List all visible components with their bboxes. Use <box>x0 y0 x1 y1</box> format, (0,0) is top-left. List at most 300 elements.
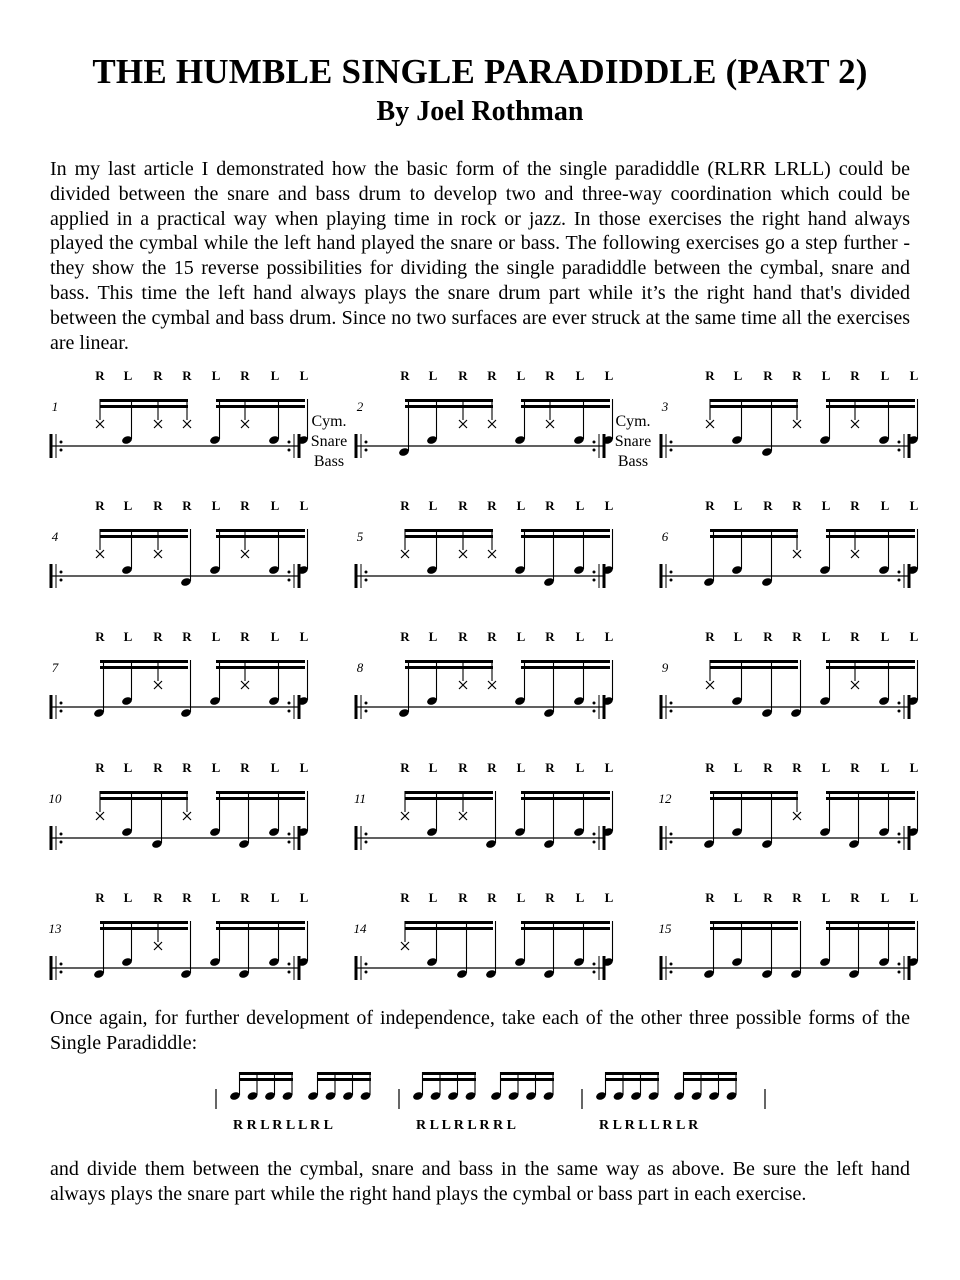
repeat-dot <box>60 971 63 974</box>
repeat-dot <box>365 579 368 582</box>
exercise-15 <box>659 890 919 980</box>
sticking-label: R <box>705 629 715 644</box>
sticking-label: R <box>182 368 192 383</box>
repeat-dot <box>593 963 596 966</box>
sticking-label: L <box>733 760 743 775</box>
repeat-dot <box>593 579 596 582</box>
sticking-label: R <box>487 629 497 644</box>
sticking-label: L <box>575 890 585 905</box>
sticking-label: R <box>400 629 410 644</box>
repeat-dot <box>288 449 291 452</box>
cymbal-note <box>459 812 467 820</box>
exercise-4 <box>50 498 309 588</box>
sticking-label: L <box>821 760 831 775</box>
paradiddle-form-3 <box>595 1072 737 1133</box>
sticking-label: R <box>95 629 105 644</box>
cymbal-note <box>459 420 467 428</box>
beam <box>683 1072 737 1075</box>
repeat-dot <box>288 571 291 574</box>
beam <box>826 405 915 408</box>
beam <box>216 535 305 538</box>
cymbal-note <box>488 681 496 689</box>
sticking-label: L <box>604 629 614 644</box>
sticking-label: R <box>545 368 555 383</box>
sticking-label: L <box>211 760 221 775</box>
beam <box>521 660 610 663</box>
sticking-label: R <box>240 890 250 905</box>
sticking-label: R <box>153 629 163 644</box>
sticking-label: L <box>270 368 280 383</box>
sticking-label: R <box>850 368 860 383</box>
sticking-label: L <box>733 890 743 905</box>
sticking-label: L <box>123 890 133 905</box>
sticking-label: R <box>792 498 802 513</box>
exercise-12 <box>659 760 919 850</box>
beam <box>317 1078 371 1081</box>
sticking-label: R <box>487 498 497 513</box>
repeat-dot <box>593 702 596 705</box>
sticking-label: R <box>705 760 715 775</box>
sticking-label: R <box>545 498 555 513</box>
sticking-label: L <box>516 498 526 513</box>
voice-legend-2 <box>608 412 658 472</box>
repeat-dot <box>670 710 673 713</box>
sticking-label: R <box>153 760 163 775</box>
exercise-6 <box>660 498 919 588</box>
sticking-label: R <box>182 760 192 775</box>
form-sticking: R R L R L L R L <box>233 1118 333 1133</box>
sticking-label: L <box>299 498 309 513</box>
sticking-label: R <box>705 890 715 905</box>
paradiddle-form-1 <box>229 1072 371 1133</box>
sticking-label: R <box>458 368 468 383</box>
beam <box>216 921 305 924</box>
sticking-label: R <box>153 498 163 513</box>
form-sticking: R L R L L R L R <box>599 1118 699 1133</box>
sticking-label: L <box>880 498 890 513</box>
beam <box>521 791 610 794</box>
legend-cymbal: Cym. <box>615 413 651 430</box>
sticking-label: L <box>270 760 280 775</box>
sticking-label: L <box>299 760 309 775</box>
cymbal-note <box>706 420 714 428</box>
cymbal-note <box>851 420 859 428</box>
sticking-label: L <box>604 368 614 383</box>
sticking-label: L <box>880 760 890 775</box>
repeat-dot <box>365 449 368 452</box>
legend-bass: Bass <box>617 453 649 470</box>
cymbal-note <box>488 420 496 428</box>
beam <box>100 529 188 532</box>
beam <box>405 529 493 532</box>
beam <box>405 797 493 800</box>
beam <box>405 399 493 402</box>
sticking-label: R <box>182 498 192 513</box>
exercise-14 <box>354 890 614 980</box>
sticking-label: R <box>763 498 773 513</box>
exercise-number: 13 <box>48 921 62 936</box>
sticking-label: R <box>545 629 555 644</box>
sticking-label: L <box>880 890 890 905</box>
sticking-label: R <box>487 760 497 775</box>
beam <box>100 791 188 794</box>
repeat-dot <box>898 441 901 444</box>
page-title: THE HUMBLE SINGLE PARADIDDLE (PART 2) <box>92 52 868 91</box>
sticking-label: R <box>792 368 802 383</box>
sticking-label: R <box>458 629 468 644</box>
repeat-dot <box>898 702 901 705</box>
beam <box>216 405 305 408</box>
repeat-dot <box>593 441 596 444</box>
beam <box>605 1072 659 1075</box>
sticking-label: R <box>240 498 250 513</box>
repeat-dot <box>288 702 291 705</box>
sticking-label: R <box>545 760 555 775</box>
repeat-dot <box>288 971 291 974</box>
sticking-label: L <box>211 368 221 383</box>
sticking-label: L <box>575 498 585 513</box>
sticking-label: R <box>850 760 860 775</box>
cymbal-note <box>706 681 714 689</box>
repeat-dot <box>670 841 673 844</box>
beam <box>422 1078 476 1081</box>
exercise-number: 12 <box>658 791 672 806</box>
sticking-label: L <box>604 760 614 775</box>
beam <box>521 666 610 669</box>
cymbal-note <box>401 942 409 950</box>
sticking-label: L <box>211 498 221 513</box>
beam <box>100 660 188 663</box>
sticking-label: R <box>400 760 410 775</box>
sticking-label: L <box>270 498 280 513</box>
repeat-dot <box>898 449 901 452</box>
beam <box>710 660 798 663</box>
sticking-label: L <box>428 629 438 644</box>
repeat-dot <box>365 971 368 974</box>
cymbal-note <box>459 681 467 689</box>
cymbal-note <box>183 812 191 820</box>
sticking-label: L <box>821 629 831 644</box>
once-again-paragraph: Once again, for further development of independence, take each of the other three possible forms of the Single Paradiddle: <box>50 1007 910 1054</box>
exercise-11 <box>354 760 614 850</box>
beam <box>521 529 610 532</box>
repeat-dot <box>670 441 673 444</box>
exercise-number: 9 <box>661 660 669 675</box>
repeat-dot <box>60 710 63 713</box>
repeat-dot <box>288 579 291 582</box>
beam <box>100 797 188 800</box>
sticking-label: L <box>516 368 526 383</box>
sticking-label: R <box>95 368 105 383</box>
repeat-dot <box>365 571 368 574</box>
sticking-label: L <box>428 760 438 775</box>
sticking-label: L <box>821 890 831 905</box>
sticking-label: L <box>299 629 309 644</box>
beam <box>216 666 305 669</box>
cymbal-note <box>241 550 249 558</box>
repeat-dot <box>670 971 673 974</box>
exercise-2 <box>355 368 614 458</box>
repeat-dot <box>898 841 901 844</box>
beam <box>521 405 610 408</box>
beam <box>710 666 798 669</box>
author-byline: By Joel Rothman <box>376 96 584 127</box>
repeat-dot <box>365 441 368 444</box>
exercise-number: 8 <box>356 660 364 675</box>
repeat-dot <box>60 571 63 574</box>
sticking-label: L <box>123 368 133 383</box>
exercise-3 <box>660 368 919 458</box>
sticking-label: L <box>211 629 221 644</box>
exercise-1 <box>50 368 309 458</box>
beam <box>710 405 798 408</box>
repeat-dot <box>60 702 63 705</box>
sticking-label: R <box>763 368 773 383</box>
repeat-dot <box>365 841 368 844</box>
beam <box>710 399 798 402</box>
exercise-number: 1 <box>51 399 59 414</box>
sticking-label: L <box>909 890 919 905</box>
repeat-dot <box>670 571 673 574</box>
beam <box>500 1078 554 1081</box>
exercise-7 <box>50 629 309 719</box>
sticking-label: L <box>909 498 919 513</box>
repeat-dot <box>593 449 596 452</box>
beam <box>826 791 915 794</box>
sticking-label: R <box>153 368 163 383</box>
repeat-dot <box>593 710 596 713</box>
cymbal-note <box>154 942 162 950</box>
exercise-13 <box>49 890 309 980</box>
sticking-label: L <box>123 629 133 644</box>
cymbal-note <box>241 681 249 689</box>
sticking-label: R <box>400 498 410 513</box>
repeat-dot <box>898 963 901 966</box>
cymbal-note <box>183 420 191 428</box>
sticking-label: L <box>211 890 221 905</box>
cymbal-note <box>401 550 409 558</box>
sticking-label: L <box>575 629 585 644</box>
repeat-dot <box>670 833 673 836</box>
repeat-dot <box>60 441 63 444</box>
sticking-label: L <box>428 498 438 513</box>
beam <box>826 797 915 800</box>
beam <box>216 927 305 930</box>
beam <box>826 399 915 402</box>
repeat-dot <box>60 449 63 452</box>
repeat-dot <box>288 841 291 844</box>
sticking-label: L <box>575 368 585 383</box>
beam <box>405 535 493 538</box>
sticking-label: L <box>516 760 526 775</box>
beam <box>216 529 305 532</box>
cymbal-note <box>241 420 249 428</box>
beam <box>100 405 188 408</box>
beam <box>710 797 798 800</box>
beam <box>100 666 188 669</box>
repeat-dot <box>898 833 901 836</box>
sticking-label: L <box>299 890 309 905</box>
beam <box>405 405 493 408</box>
cymbal-note <box>401 812 409 820</box>
repeat-dot <box>670 963 673 966</box>
beam <box>521 535 610 538</box>
legend-bass: Bass <box>313 453 345 470</box>
repeat-dot <box>288 963 291 966</box>
beam <box>710 927 798 930</box>
repeat-dot <box>593 841 596 844</box>
sticking-label: L <box>516 629 526 644</box>
sticking-label: R <box>95 498 105 513</box>
sticking-label: L <box>821 368 831 383</box>
repeat-dot <box>60 963 63 966</box>
sticking-label: L <box>270 629 280 644</box>
cymbal-note <box>96 550 104 558</box>
cymbal-note <box>154 681 162 689</box>
voice-legend-1 <box>304 412 354 472</box>
beam <box>422 1072 476 1075</box>
cymbal-note <box>96 812 104 820</box>
sticking-label: R <box>487 368 497 383</box>
repeat-dot <box>670 579 673 582</box>
sticking-label: L <box>299 368 309 383</box>
beam <box>405 660 493 663</box>
sticking-label: R <box>705 368 715 383</box>
beam <box>710 921 798 924</box>
sticking-label: L <box>909 368 919 383</box>
sticking-label: L <box>880 368 890 383</box>
repeat-dot <box>898 971 901 974</box>
exercise-number: 6 <box>661 529 669 544</box>
sticking-label: L <box>821 498 831 513</box>
sticking-label: R <box>95 760 105 775</box>
beam <box>605 1078 659 1081</box>
form-sticking: R L L R L R R L <box>416 1118 516 1133</box>
beam <box>317 1072 371 1075</box>
sticking-label: R <box>850 890 860 905</box>
beam <box>500 1072 554 1075</box>
sticking-label: L <box>575 760 585 775</box>
sticking-label: L <box>733 368 743 383</box>
beam <box>405 921 493 924</box>
cymbal-note <box>154 420 162 428</box>
beam <box>216 660 305 663</box>
sticking-label: R <box>705 498 715 513</box>
sticking-label: R <box>792 890 802 905</box>
beam <box>826 660 915 663</box>
beam <box>239 1072 293 1075</box>
beam <box>216 399 305 402</box>
sticking-label: R <box>458 890 468 905</box>
beam <box>710 791 798 794</box>
exercise-number: 14 <box>353 921 367 936</box>
sticking-label: L <box>123 498 133 513</box>
exercise-number: 11 <box>353 791 367 806</box>
sticking-label: R <box>545 890 555 905</box>
exercise-10 <box>49 760 309 850</box>
sticking-label: R <box>763 890 773 905</box>
sticking-label: R <box>400 368 410 383</box>
cymbal-note <box>459 550 467 558</box>
sticking-label: R <box>850 498 860 513</box>
beam <box>826 666 915 669</box>
legend-cymbal: Cym. <box>311 413 347 430</box>
sticking-label: R <box>792 629 802 644</box>
sticking-label: R <box>240 760 250 775</box>
cymbal-note <box>96 420 104 428</box>
cymbal-note <box>793 420 801 428</box>
repeat-dot <box>60 841 63 844</box>
cymbal-note <box>851 681 859 689</box>
repeat-dot <box>288 441 291 444</box>
repeat-dot <box>288 710 291 713</box>
sticking-label: L <box>428 890 438 905</box>
repeat-dot <box>898 571 901 574</box>
repeat-dot <box>593 971 596 974</box>
exercise-5 <box>355 498 614 588</box>
beam <box>710 529 798 532</box>
beam <box>521 927 610 930</box>
intro-paragraph: In my last article I demonstrated how the basic form of the single paradiddle (RLRR LRLL) could be divided between the snare and bass drum to develop two and three-way coordination which could be applied in a practical way when playing time in rock or jazz. In those exercises the right hand always played the cymbal while the left hand played the snare or bass. The following exercises go a step further - they show the 15 reverse possibilities for dividing the single paradiddle between the cymbal, snare and bass. This time the left hand always plays the snare drum part while it’s the right hand that's divided between the cymbal and bass drum. Since no two surfaces are ever struck at the same time all the exercises are linear. <box>50 158 910 354</box>
sticking-label: R <box>182 629 192 644</box>
sticking-label: L <box>428 368 438 383</box>
repeat-dot <box>898 579 901 582</box>
cymbal-note <box>851 550 859 558</box>
sticking-label: R <box>763 629 773 644</box>
repeat-dot <box>365 963 368 966</box>
exercise-number: 10 <box>48 791 62 806</box>
cymbal-note <box>546 420 554 428</box>
beam <box>405 666 493 669</box>
sticking-label: R <box>792 760 802 775</box>
exercise-number: 2 <box>356 399 364 414</box>
sticking-label: L <box>270 890 280 905</box>
repeat-dot <box>593 833 596 836</box>
beam <box>100 535 188 538</box>
exercise-number: 5 <box>356 529 364 544</box>
beam <box>521 399 610 402</box>
repeat-dot <box>365 833 368 836</box>
beam <box>521 797 610 800</box>
exercise-number: 15 <box>658 921 672 936</box>
beam <box>100 927 188 930</box>
beam <box>826 921 915 924</box>
cymbal-note <box>154 550 162 558</box>
beam <box>826 535 915 538</box>
legend-snare: Snare <box>614 433 652 450</box>
sticking-label: R <box>763 760 773 775</box>
sticking-label: L <box>909 760 919 775</box>
exercise-number: 3 <box>661 399 669 414</box>
sticking-label: L <box>516 890 526 905</box>
sticking-label: L <box>123 760 133 775</box>
closing-paragraph: and divide them between the cymbal, snare and bass in the same way as above. Be sure the left hand always plays the snare part while the right hand plays the cymbal or bass part in each exercise. <box>50 1158 910 1205</box>
repeat-dot <box>60 833 63 836</box>
beam <box>710 535 798 538</box>
legend-snare: Snare <box>310 433 348 450</box>
cymbal-note <box>793 812 801 820</box>
repeat-dot <box>670 449 673 452</box>
sticking-label: R <box>458 760 468 775</box>
sticking-label: L <box>604 498 614 513</box>
sticking-label: L <box>733 498 743 513</box>
beam <box>216 791 305 794</box>
paradiddle-form-2 <box>412 1072 554 1133</box>
repeat-dot <box>365 710 368 713</box>
beam <box>405 791 493 794</box>
repeat-dot <box>593 571 596 574</box>
repeat-dot <box>365 702 368 705</box>
